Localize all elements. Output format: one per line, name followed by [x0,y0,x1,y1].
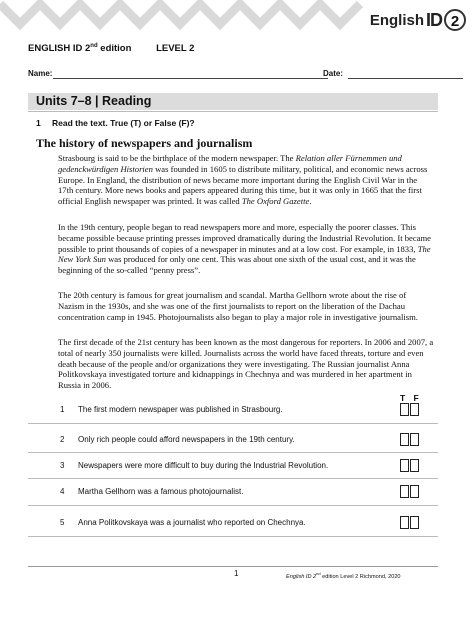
question-number: 1 [60,405,65,414]
footer-rest: edition Level 2 Richmond, 2020 [320,573,401,580]
false-checkbox[interactable] [410,459,419,472]
edition-suffix: edition [97,43,132,55]
true-checkbox[interactable] [400,485,409,498]
name-date-row [28,69,448,78]
false-checkbox[interactable] [410,403,419,416]
question-text: Anna Politkovskaya was a journalist who reported on Chechnya. [78,518,306,527]
date-label: Date: [323,69,344,78]
article-paragraph-2: In the 19th century, people began to read newspapers more and more, especially the poorer classes. This became possible because printing presses improved dramatically during the Industrial Revolution. It became possible to print thousands of copies of a newspaper in minutes and at a low cost. For example, in 1833, The New York Sun was produced for only one cent. This was about one sixth of the usual cost, and it was the beginning of the so-called “penny press”. [58,222,432,276]
question-divider [28,452,438,453]
question-number: 5 [60,518,65,527]
article-title: The history of newspapers and journalism [36,136,253,150]
question-divider [28,505,438,506]
italic-title-new-york-sun: The New York Sun [58,243,431,265]
logo-word: English [369,11,424,29]
answer-boxes-3 [400,459,420,472]
name-label: Name: [28,69,53,78]
true-checkbox[interactable] [400,403,409,416]
false-checkbox[interactable] [410,485,419,498]
question-number: 2 [60,435,65,444]
question-divider [28,536,438,537]
logo-number: 2 [444,9,466,31]
page-number: 1 [234,569,239,578]
name-field[interactable] [53,78,328,79]
footer-divider [28,566,438,567]
level-label: LEVEL 2 [156,43,195,55]
false-checkbox[interactable] [410,433,419,446]
instruction-text: Read the text. True (T) or False (F)? [52,118,195,128]
english-id-logo [370,4,466,36]
article-paragraph-4: The first decade of the 21st century has been known as the most dangerous for reporters. In 2006 and 2007, a total of nearly 350 journalists were killed. Journalists across the world have faced threats, torture and even death because of the people and/or organizations they were investigating. The Russian journalist Anna Politkovskaya investigated torture and kidnappings in Chechnya and was murdered in her apartment in Russia in 2006. [58,337,434,391]
question-text: Newspapers were more difficult to buy during the Industrial Revolution. [78,461,329,470]
section-divider [28,111,438,112]
question-divider [28,423,438,424]
footer-credit [286,571,401,580]
date-field[interactable] [348,78,463,79]
true-false-header: T F [400,393,422,403]
answer-boxes-5 [400,516,420,529]
answer-boxes-4 [400,485,420,498]
edition-prefix: ENGLISH ID 2 [28,43,91,55]
instruction [36,118,195,128]
answer-boxes-1 [400,403,420,416]
question-number: 4 [60,487,65,496]
italic-title-oxford-gazette: The Oxford Gazette [241,196,310,207]
footer-brand: English ID 2 [286,573,317,580]
question-text: Martha Gellhorn was a famous photojournalist. [78,487,244,496]
true-checkbox[interactable] [400,459,409,472]
question-number: 3 [60,461,65,470]
question-text: Only rich people could afford newspapers in the 19th century. [78,435,295,444]
edition-sup: nd [90,43,98,49]
true-checkbox[interactable] [400,433,409,446]
edition-heading [28,43,194,54]
article-paragraph-1: Strasbourg is said to be the birthplace of the modern newspaper. The Relation aller Fürnemmen und gedenckwürdigen Historien was founded in 1605 to distribute military, political, and economic news across Europe. In England, the distribution of news became more important during the English Civil War in the 17th century. More news books and papers appeared during this time, but it was only in 1665 that the first official English newspaper was printed. It was called The Oxford Gazette. [58,153,428,207]
instruction-number: 1 [36,118,41,128]
false-checkbox[interactable] [410,516,419,529]
question-text: The first modern newspaper was published in Strasbourg. [78,405,283,414]
section-title: Units 7–8 | Reading [36,94,152,108]
section-title-bar [28,93,438,110]
logo-id: ID [426,9,442,30]
italic-title-relation: Relation aller Fürnemmen und gedenckwürdigen Historien [58,153,402,174]
true-checkbox[interactable] [400,516,409,529]
question-divider [28,478,438,479]
footer-sup: nd [316,571,321,576]
answer-boxes-2 [400,433,420,446]
article-paragraph-3: The 20th century is famous for great journalism and scandal. Martha Gellhorn wrote about the rise of Nazism in the 1930s, and she was one of the first journalists to report on the liberation of the Dachau concentration camp in 1945. Photojournalists also began to play a major role in investigative journalism. [58,290,418,322]
